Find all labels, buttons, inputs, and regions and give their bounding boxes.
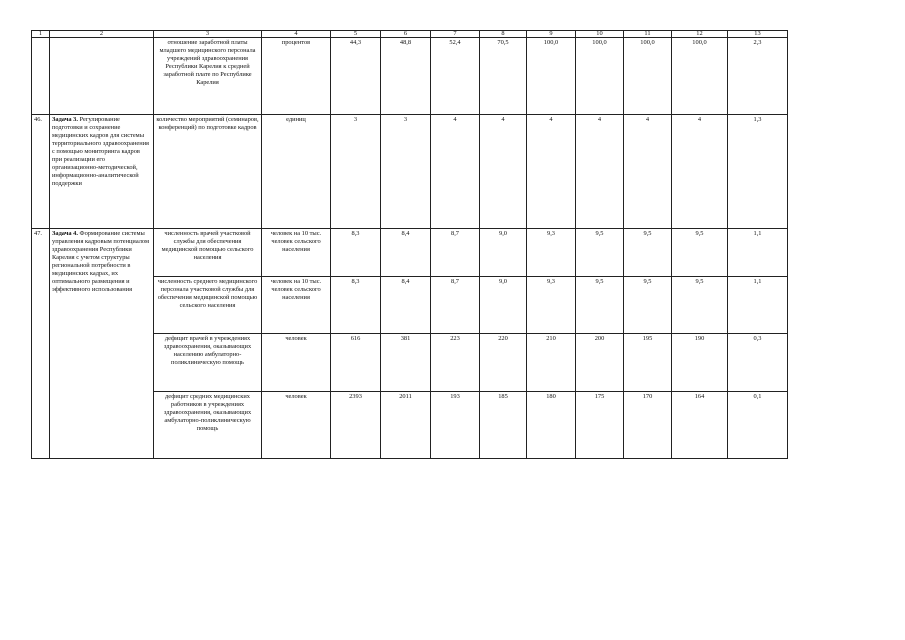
col-header: 13 xyxy=(728,31,788,38)
task-cell xyxy=(50,115,154,229)
column-number-row xyxy=(32,31,788,38)
col-header: 6 xyxy=(381,31,431,38)
value-cell: 2393 xyxy=(331,392,381,459)
value-cell: 8,4 xyxy=(381,277,431,334)
table-row xyxy=(32,229,788,277)
value-cell: 180 xyxy=(527,392,576,459)
value-cell: 381 xyxy=(381,334,431,392)
task-title: Задача 4. xyxy=(52,230,78,237)
indicator-cell: количество мероприятий (семинаров, конференций) по подготовке кадров xyxy=(154,115,262,229)
value-cell: 8,3 xyxy=(331,229,381,277)
value-cell: 220 xyxy=(480,334,527,392)
value-cell: 1,3 xyxy=(728,115,788,229)
col-header: 8 xyxy=(480,31,527,38)
value-cell: 9,5 xyxy=(624,277,672,334)
value-cell: 164 xyxy=(672,392,728,459)
value-cell: 210 xyxy=(527,334,576,392)
value-cell: 100,0 xyxy=(527,38,576,115)
value-cell: 4 xyxy=(624,115,672,229)
col-header: 9 xyxy=(527,31,576,38)
task-description: Формирование системы управления кадровым потенциалом здравоохранения Республики Карелия с учетом структуры региональной потребности в медицинских кадрах, их оптимального размещения и эффективного использования xyxy=(52,230,150,293)
indicators-table xyxy=(31,30,788,459)
value-cell: 193 xyxy=(431,392,480,459)
col-header: 2 xyxy=(50,31,154,38)
value-cell: 0,1 xyxy=(728,392,788,459)
value-cell: 175 xyxy=(576,392,624,459)
indicator-cell: отношение заработной платы младшего медицинского персонала учреждений здравоохранения Республики Карелия к средней заработной плате по Республике Карелия xyxy=(154,38,262,115)
value-cell: 8,7 xyxy=(431,229,480,277)
value-cell: 9,3 xyxy=(527,229,576,277)
row-number xyxy=(32,38,50,115)
col-header: 11 xyxy=(624,31,672,38)
value-cell: 0,3 xyxy=(728,334,788,392)
unit-cell: человек на 10 тыс. человек сельского населения xyxy=(262,229,331,277)
value-cell: 190 xyxy=(672,334,728,392)
value-cell: 8,7 xyxy=(431,277,480,334)
value-cell: 100,0 xyxy=(672,38,728,115)
col-header: 1 xyxy=(32,31,50,38)
col-header: 5 xyxy=(331,31,381,38)
col-header: 7 xyxy=(431,31,480,38)
value-cell: 8,3 xyxy=(331,277,381,334)
unit-cell: процентов xyxy=(262,38,331,115)
unit-cell: единиц xyxy=(262,115,331,229)
row-number: 47. xyxy=(32,229,50,459)
value-cell: 3 xyxy=(381,115,431,229)
value-cell: 100,0 xyxy=(576,38,624,115)
value-cell: 9,0 xyxy=(480,277,527,334)
value-cell: 70,5 xyxy=(480,38,527,115)
value-cell: 3 xyxy=(331,115,381,229)
value-cell: 9,3 xyxy=(527,277,576,334)
value-cell: 195 xyxy=(624,334,672,392)
value-cell: 170 xyxy=(624,392,672,459)
unit-cell: человек на 10 тыс. человек сельского населения xyxy=(262,277,331,334)
task-cell xyxy=(50,229,154,459)
col-header: 12 xyxy=(672,31,728,38)
unit-cell: человек xyxy=(262,392,331,459)
indicator-cell: дефицит врачей в учреждениях здравоохранения, оказывающих населению амбулаторно-поликлиническую помощь xyxy=(154,334,262,392)
value-cell: 4 xyxy=(576,115,624,229)
value-cell: 9,5 xyxy=(624,229,672,277)
unit-cell: человек xyxy=(262,334,331,392)
value-cell: 223 xyxy=(431,334,480,392)
value-cell: 52,4 xyxy=(431,38,480,115)
value-cell: 616 xyxy=(331,334,381,392)
task-title: Задача 3. xyxy=(52,116,78,123)
value-cell: 44,3 xyxy=(331,38,381,115)
value-cell: 4 xyxy=(431,115,480,229)
indicator-cell: численность среднего медицинского персонала участковой службы для обеспечения медицинской помощью сельского населения xyxy=(154,277,262,334)
value-cell: 9,0 xyxy=(480,229,527,277)
table-row xyxy=(32,115,788,229)
value-cell: 100,0 xyxy=(624,38,672,115)
value-cell: 9,5 xyxy=(672,229,728,277)
value-cell: 4 xyxy=(672,115,728,229)
value-cell: 200 xyxy=(576,334,624,392)
value-cell: 9,5 xyxy=(576,229,624,277)
value-cell: 9,5 xyxy=(672,277,728,334)
indicator-cell: дефицит средних медицинских работников в учреждениях здравоохранения, оказывающих амбулаторно-поликлиническую помощь xyxy=(154,392,262,459)
value-cell: 2,3 xyxy=(728,38,788,115)
value-cell: 9,5 xyxy=(576,277,624,334)
value-cell: 4 xyxy=(480,115,527,229)
indicator-cell: численность врачей участковой службы для обеспечения медицинской помощью сельского населения xyxy=(154,229,262,277)
value-cell: 8,4 xyxy=(381,229,431,277)
task-cell xyxy=(50,38,154,115)
value-cell: 2011 xyxy=(381,392,431,459)
task-description: Регулирование подготовки и сохранение медицинских кадров для системы территориального здравоохранения с помощью мониторинга кадров при реализации его организационно-методической, информационно-аналитической поддержки xyxy=(52,116,149,187)
value-cell: 1,1 xyxy=(728,229,788,277)
value-cell: 48,8 xyxy=(381,38,431,115)
value-cell: 185 xyxy=(480,392,527,459)
col-header: 4 xyxy=(262,31,331,38)
table-row xyxy=(32,38,788,115)
value-cell: 1,1 xyxy=(728,277,788,334)
col-header: 10 xyxy=(576,31,624,38)
col-header: 3 xyxy=(154,31,262,38)
row-number: 46. xyxy=(32,115,50,229)
value-cell: 4 xyxy=(527,115,576,229)
